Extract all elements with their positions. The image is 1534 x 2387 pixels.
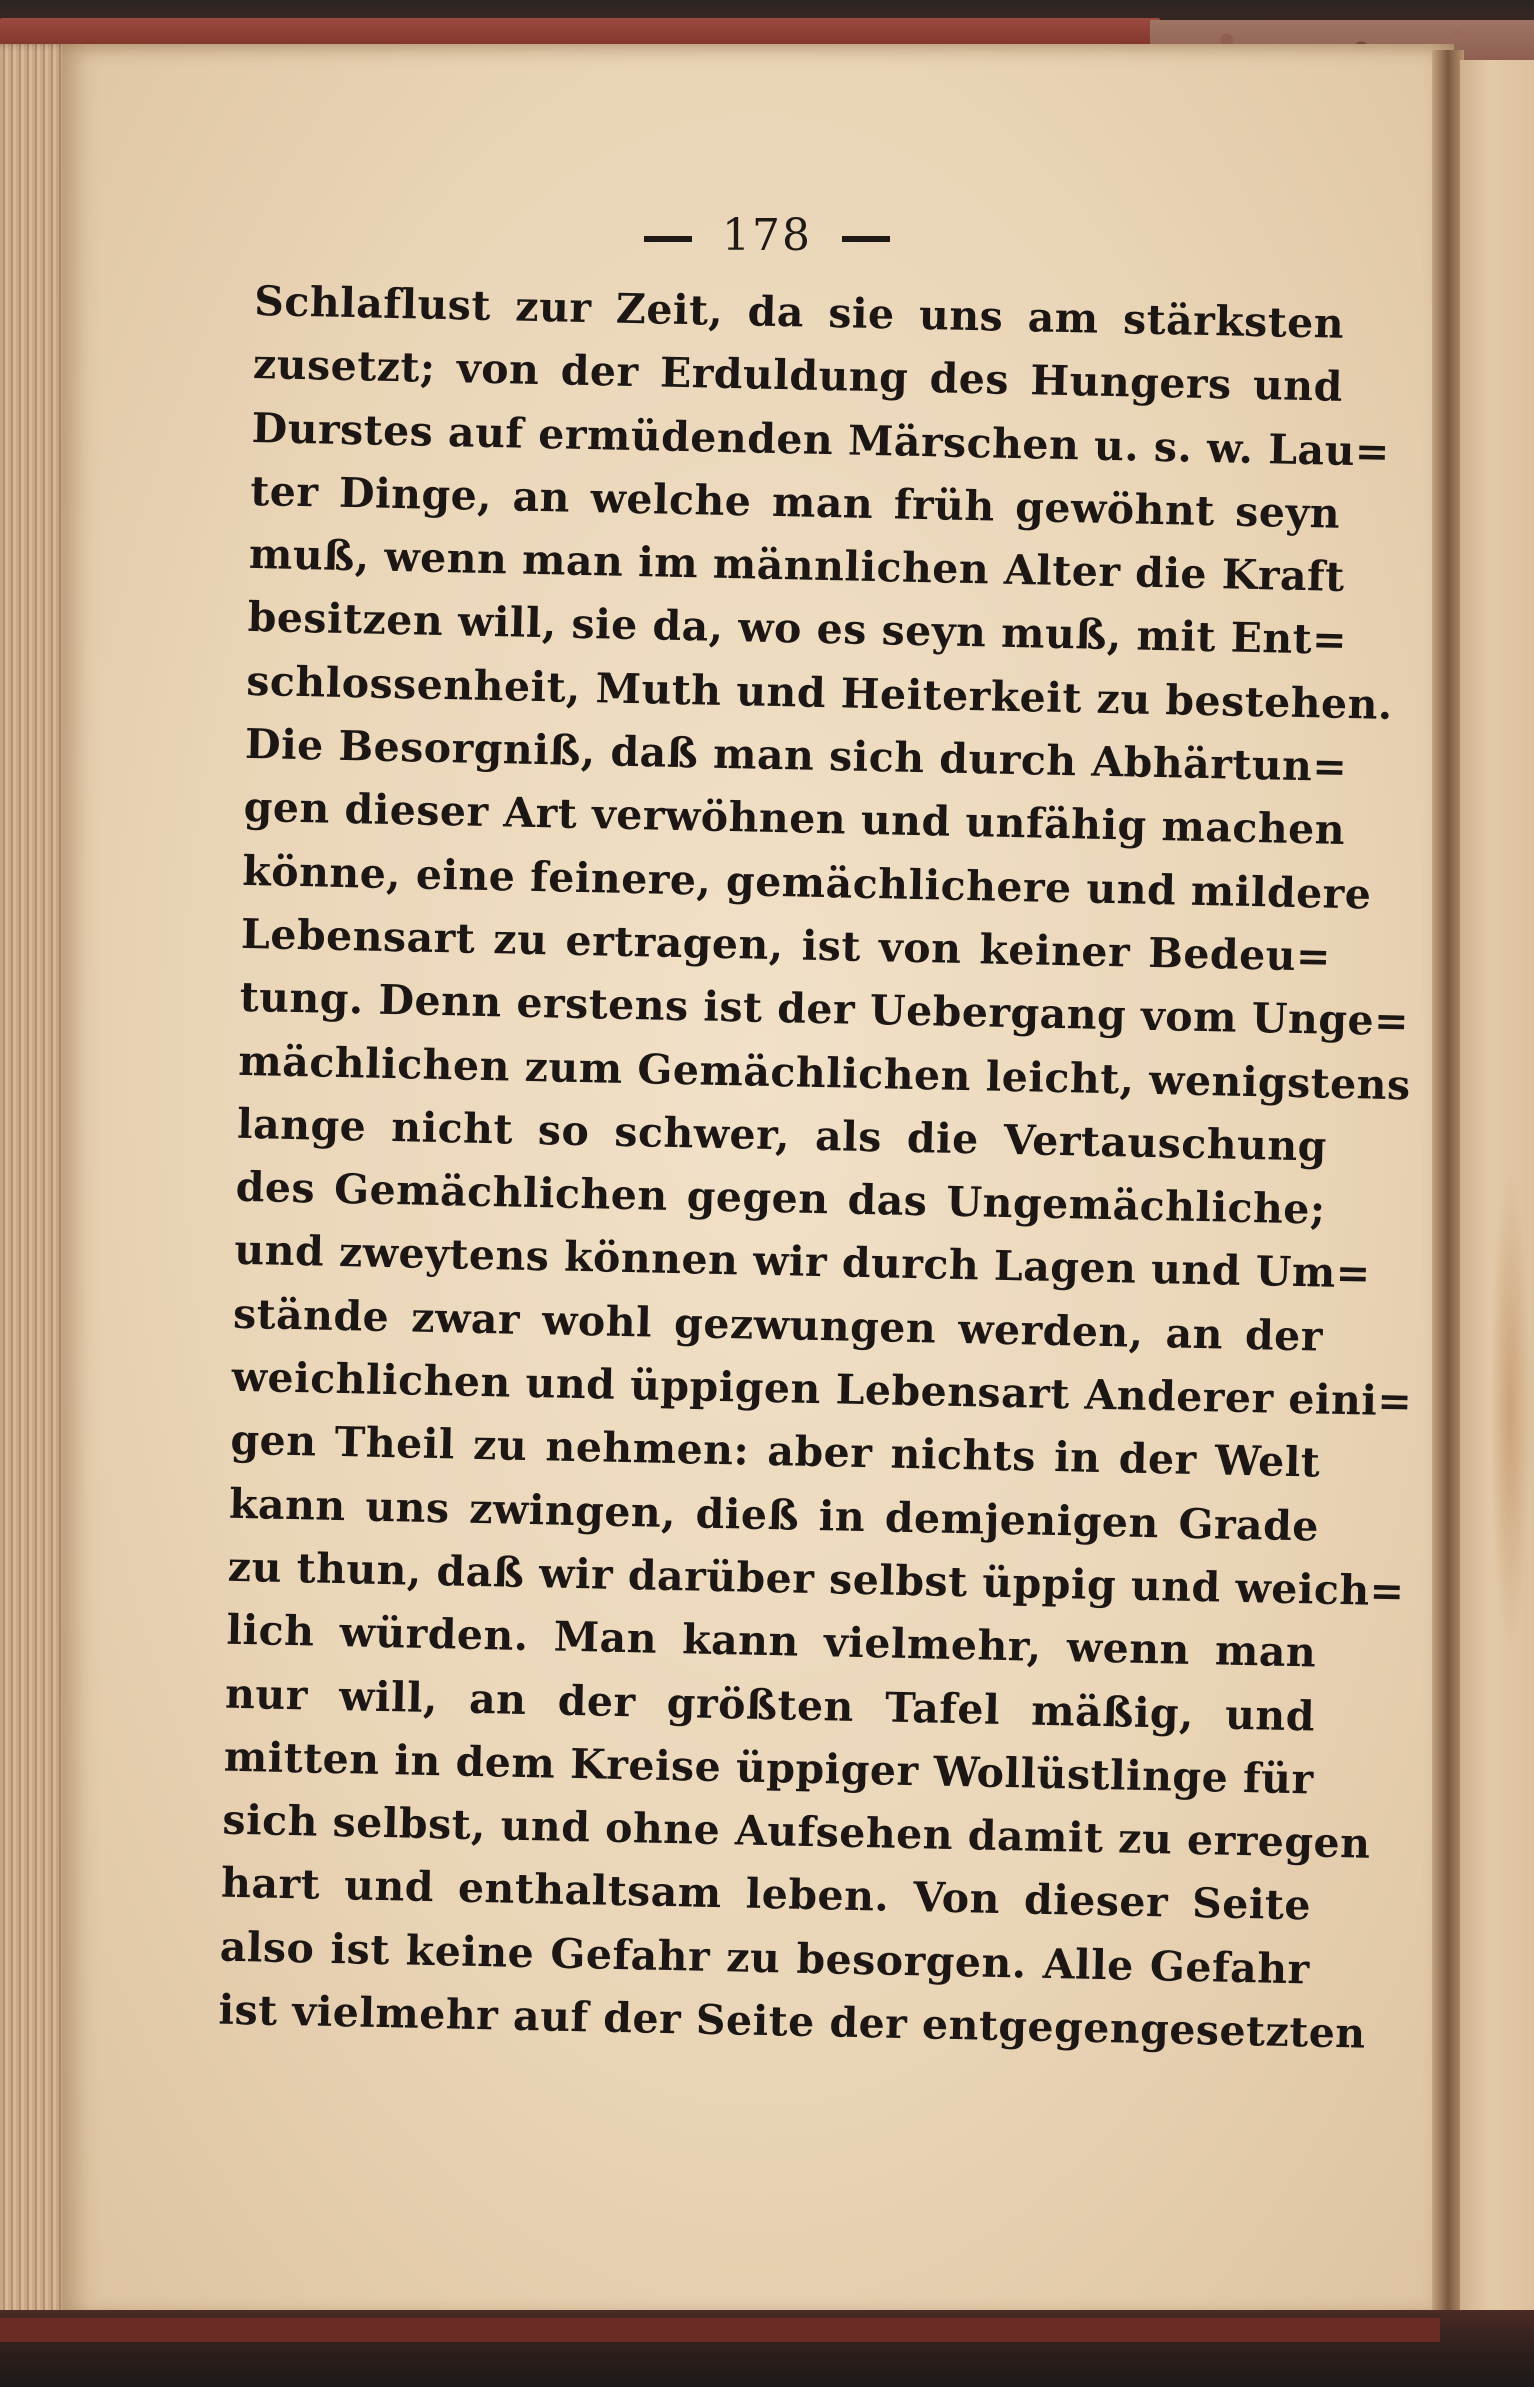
text-line: des Gemächlichen gegen das Ungemächliche; <box>235 1162 1327 1234</box>
book-cover-bottom <box>0 2318 1440 2342</box>
header-dash-left <box>644 236 692 242</box>
foxing-stain <box>1490 1170 1530 1650</box>
text-line: Schlaflust zur Zeit, da sie uns am stärksten <box>253 276 1345 348</box>
text-line: nur will, an der größten Tafel mäßig, und <box>224 1669 1316 1741</box>
text-line: weichlichen und üppigen Lebensart Anderer eini= <box>231 1352 1413 1426</box>
text-line: und zweytens können wir durch Lagen und Um= <box>233 1226 1372 1299</box>
text-line: schlossenheit, Muth und Heiterkeit zu bestehen. <box>245 656 1394 729</box>
text-line: Die Besorgniß, daß man sich durch Abhärtun= <box>244 719 1348 792</box>
text-line: mitten in dem Kreise üppiger Wollüstlinge für <box>223 1732 1315 1804</box>
text-line: lange nicht so schwer, als die Vertauschung <box>236 1099 1328 1171</box>
text-line: zu thun, daß wir darüber selbst üppig und weich= <box>227 1542 1406 1616</box>
text-line: ist vielmehr auf der Seite der entgegengesetzten <box>218 1985 1367 2058</box>
text-line: gen dieser Art verwöhnen und unfähig machen <box>243 783 1346 855</box>
text-line: muß, wenn man im männlichen Alter die Kraft <box>248 530 1346 602</box>
text-line: gen Theil zu nehmen: aber nichts in der Welt <box>229 1416 1321 1487</box>
text-line: also ist keine Gefahr zu besorgen. Alle Gefahr <box>219 1922 1311 1994</box>
text-line: sich selbst, und ohne Aufsehen damit zu erregen <box>222 1795 1371 1868</box>
page-number: 178 <box>722 210 812 261</box>
page-stack-edge <box>0 44 70 2319</box>
text-line: zusetzt; von der Erduldung des Hungers und <box>252 340 1344 412</box>
page-body-text <box>218 270 1413 2065</box>
text-line: kann uns zwingen, dieß in demjenigen Grade <box>228 1479 1320 1551</box>
text-line: mächlichen zum Gemächlichen leicht, wenigstens <box>237 1036 1412 1109</box>
text-line: lich würden. Man kann vielmehr, wenn man <box>226 1605 1317 1677</box>
text-line: Durstes auf ermüdenden Märschen u. s. w. Lau= <box>251 403 1391 476</box>
text-line: ter Dinge, an welche man früh gewöhnt seyn <box>249 466 1341 538</box>
text-line: stände zwar wohl gezwungen werden, an der <box>232 1289 1324 1361</box>
text-line: hart und enthaltsam leben. Von dieser Seite <box>220 1859 1312 1930</box>
text-line: Lebensart zu ertragen, ist von keiner Bedeu= <box>240 909 1332 981</box>
text-line: tung. Denn erstens ist der Uebergang vom Unge= <box>239 973 1410 1046</box>
header-dash-right <box>842 236 890 242</box>
text-line: besitzen will, sie da, wo es seyn muß, mit Ent= <box>247 593 1348 665</box>
page-header <box>0 210 1534 261</box>
text-line: könne, eine feinere, gemächlichere und mildere <box>241 846 1372 919</box>
